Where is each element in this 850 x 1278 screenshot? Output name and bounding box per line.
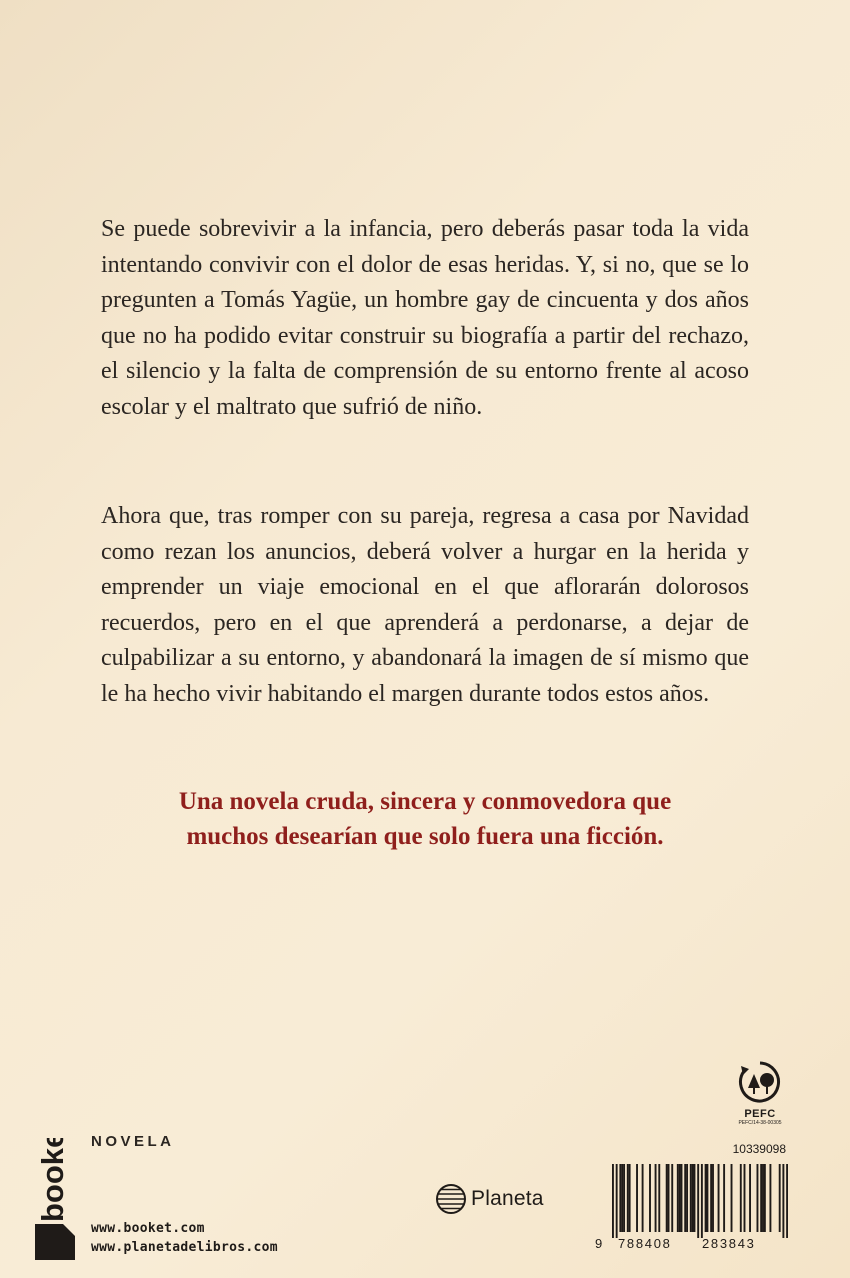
reference-number: 10339098: [732, 1142, 786, 1156]
barcode-bar: [744, 1164, 746, 1232]
barcode-bar: [642, 1164, 644, 1232]
barcode-bar: [718, 1164, 720, 1232]
barcode-bar: [627, 1164, 629, 1232]
barcode-bar: [655, 1164, 657, 1232]
barcode-bar: [764, 1164, 766, 1232]
pefc-certification: [725, 1060, 795, 1127]
booket-logo-text: booket: [35, 1138, 70, 1222]
barcode-bar: [668, 1164, 670, 1232]
pefc-tree-icon: [736, 1060, 784, 1104]
barcode-bar: [616, 1164, 618, 1238]
barcode-bar: [694, 1164, 696, 1232]
barcode-bar: [731, 1164, 733, 1232]
barcode-bar: [684, 1164, 686, 1232]
barcode-bar: [710, 1164, 712, 1232]
barcode-bar: [619, 1164, 621, 1232]
barcode-bar: [760, 1164, 762, 1232]
barcode-bar: [740, 1164, 742, 1232]
barcode-bar: [623, 1164, 625, 1232]
planeta-globe-icon: [435, 1183, 467, 1215]
blurb-paragraph-2: Ahora que, tras romper con su pareja, regresa a casa por Navidad como rezan los anuncios, deberá volver a hurgar en la herida y emprender un viaje emocional en el que aflorarán dolorosos recuerdos, pero en el que aprenderá a perdonarse, a dejar de culpabilizar a su entorno, y abandonará la imagen de sí mismo que le ha hecho vivir habitando el margen durante todos estos años.: [101, 503, 749, 707]
barcode-bar: [706, 1164, 708, 1232]
barcode-bar: [636, 1164, 638, 1232]
barcode: [592, 1162, 795, 1262]
barcode-bar: [697, 1164, 699, 1238]
barcode-bar: [705, 1164, 707, 1232]
barcode-left-digits: 788408: [618, 1236, 672, 1251]
barcode-bar: [677, 1164, 679, 1232]
barcode-bar: [782, 1164, 784, 1238]
barcode-bar: [666, 1164, 668, 1232]
booket-logo: [33, 1138, 77, 1260]
pefc-code: PEFC/14-38-00305: [738, 1120, 782, 1126]
planeta-logo: [435, 1183, 544, 1215]
barcode-bar: [762, 1164, 764, 1232]
barcode-bar: [621, 1164, 623, 1232]
genre-label: NOVELA: [91, 1133, 175, 1150]
barcode-bars: [612, 1164, 788, 1238]
barcode-bar: [712, 1164, 714, 1232]
booket-url[interactable]: www.booket.com: [91, 1221, 205, 1236]
website-links: [91, 1219, 278, 1257]
booket-logo-mark: [33, 1138, 77, 1260]
barcode-bar: [769, 1164, 771, 1232]
barcode-bar: [671, 1164, 673, 1232]
barcode-first-digit: 9: [595, 1236, 603, 1251]
barcode-bar: [679, 1164, 681, 1232]
barcode-bar: [612, 1164, 614, 1238]
barcode-bar: [686, 1164, 688, 1232]
barcode-bar: [779, 1164, 781, 1232]
tagline-line-1: Una novela cruda, sincera y conmovedora que: [178, 788, 672, 815]
barcode-bar: [692, 1164, 694, 1232]
barcode-bar: [629, 1164, 631, 1232]
barcode-right-digits: 283843: [702, 1236, 756, 1251]
blurb-paragraph-1: Se puede sobrevivir a la infancia, pero deberás pasar toda la vida intentando convivir con el dolor de esas heridas. Y, si no, que se lo pregunten a Tomás Yagüe, un hombre gay de cincuenta y dos años que no ha podido evitar construir su biografía a partir del rechazo, el silencio y la falta de comprensión de su entorno frente al acoso escolar y el maltrato que sufrió de niño.: [101, 216, 749, 420]
tagline: [60, 784, 790, 854]
barcode-bar: [658, 1164, 660, 1232]
barcode-bar: [749, 1164, 751, 1232]
barcode-bar: [723, 1164, 725, 1232]
barcode-bar: [649, 1164, 651, 1232]
barcode-bar: [681, 1164, 683, 1232]
barcode-bar: [757, 1164, 759, 1232]
barcode-bar: [701, 1164, 703, 1238]
planeta-wordmark: Planeta: [471, 1187, 544, 1210]
barcode-bar: [786, 1164, 788, 1238]
barcode-bar: [690, 1164, 692, 1232]
pefc-label: PEFC: [744, 1108, 776, 1120]
planeta-url[interactable]: www.planetadelibros.com: [91, 1240, 278, 1255]
tagline-line-2: muchos desearían que solo fuera una ficción.: [186, 823, 664, 850]
